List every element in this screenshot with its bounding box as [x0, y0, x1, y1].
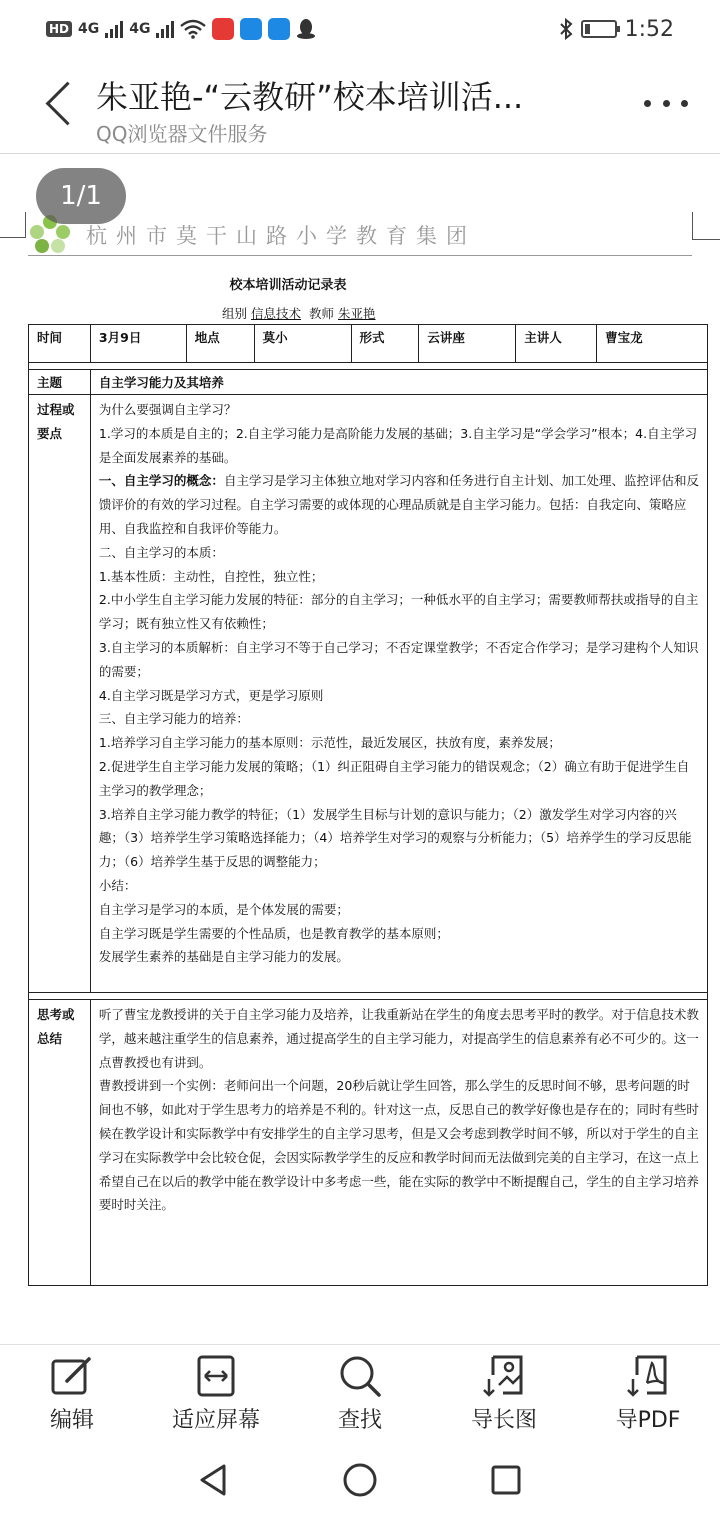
search-label: 查找	[337, 1408, 382, 1433]
letterhead	[28, 214, 692, 256]
process-paragraph: 三、自主学习能力的培养：	[98, 711, 249, 727]
summary-content	[90, 1000, 707, 1286]
fit-screen-label: 适应屏幕	[171, 1408, 260, 1433]
process-paragraph: 小结：	[98, 877, 137, 893]
status-bar	[0, 0, 720, 58]
school-name: 杭州市莫干山路小学教育集团	[86, 223, 476, 248]
table-spacer-cell	[29, 993, 708, 1000]
summary-label: 思考或总结	[29, 1000, 91, 1286]
hd-badge: HD	[46, 21, 72, 37]
fit-screen-button[interactable]	[144, 1345, 288, 1440]
process-paragraph: 为什么要强调自主学习？	[98, 402, 237, 417]
edit-icon	[49, 1353, 95, 1399]
process-paragraph: 发展学生素养的基础是自主学习能力的发展。	[98, 949, 349, 965]
table-spacer	[29, 993, 708, 1000]
page-subtitle: QQ浏览器文件服务	[96, 122, 268, 146]
export-pdf-label: 导PDF	[615, 1408, 681, 1433]
process-paragraph: 1.学习的本质是自主的；2.自主学习能力是高阶能力发展的基础；3.自主学习是“学会学习”根本；4.自主学习是全面发展素养的基础。	[98, 425, 698, 465]
process-paragraph: 1.基本性质：主动性，自控性，独立性；	[98, 568, 324, 584]
document-title: 校本培训活动记录表	[229, 278, 347, 293]
teacher-label: 教师	[309, 306, 335, 321]
process-paragraph: 3.自主学习的本质解析：自主学习不等于自己学习；不否定课堂教学；不否定合作学习；是学习建构个人知识的需要；	[98, 639, 699, 679]
place-value: 莫小	[254, 325, 351, 363]
app-notification-icon-2	[240, 18, 262, 40]
cell-signal-2-icon	[156, 20, 174, 38]
nav-recents-button[interactable]	[488, 1462, 524, 1498]
page-indicator: 1/1	[36, 168, 126, 224]
summary-paragraph: 曹教授讲到一个实例：老师问出一个问题，20秒后就让学生回答，那么学生的反思时间不够，思考问题的时间也不够，如此对于学生思考力的培养是不利的。针对这一点，反思自己的教学好像也是存在的；同时有些时候在教学设计和实际教学中有安排学生的自主学习思考，但是又会考虑到教学时间不够，所以对于学生的自主学习在实际教学中会比较仓促，会因实际教学学生的反应和教学时间而无法做到完美的自主学习，在这一点上希望自己在以后的教学中能在教学设计中多考虑一些，能在实际的教学中不断提醒自己，学生的自主学习培养要时时关注。	[98, 1078, 699, 1213]
process-content	[90, 395, 707, 993]
group-value: 信息技术	[251, 306, 302, 321]
time-value: 3月9日	[90, 325, 186, 363]
format-value: 云讲座	[419, 325, 516, 363]
summary-paragraph: 听了曹宝龙教授讲的关于自主学习能力及培养，让我重新站在学生的角度去思考平时的教学。对于信息技术教学，越来越注重学生的信息素养，通过提高学生的自主学习能力，对提高学生的信息素养有必不可少的。这一点曹教授也有讲到。	[98, 1007, 699, 1070]
status-bar-right	[559, 17, 674, 42]
nav-home-button[interactable]	[342, 1462, 378, 1498]
cell-signal-2-label: 4G	[129, 21, 151, 37]
status-bar-left	[46, 18, 316, 40]
place-label: 地点	[186, 325, 254, 363]
app-header	[0, 58, 720, 154]
time-label: 时间	[29, 325, 91, 363]
table-row	[29, 370, 708, 395]
back-button[interactable]	[34, 74, 84, 134]
process-paragraph: 2.促进学生自主学习能力发展的策略；（1）纠正阻碍自主学习能力的错误观念；（2）确立有助于促进学生自主学习的教学理念；	[98, 758, 690, 798]
process-label: 过程或要点	[29, 395, 91, 993]
clock: 1:52	[624, 16, 674, 42]
system-navigation-bar	[0, 1440, 720, 1520]
process-paragraph: 3.培养自主学习能力教学的特征；（1）发展学生目标与计划的意识与能力；（2）激发学生对学习内容的兴趣；（3）培养学生学习策略选择能力；（4）培养学生对学习的观察与分析能力；（5）培养学生的学习反思能力；（6）培养学生基于反思的调整能力；	[98, 806, 692, 870]
process-paragraph-heading: 一、自主学习的概念：	[98, 473, 224, 489]
export-long-image-button[interactable]	[432, 1345, 576, 1440]
format-label: 形式	[351, 325, 419, 363]
search-button[interactable]	[288, 1345, 432, 1440]
table-spacer-cell	[29, 363, 708, 370]
export-pdf-button[interactable]	[576, 1345, 720, 1440]
table-row	[29, 325, 708, 363]
export-image-icon	[481, 1353, 527, 1399]
process-paragraph: 二、自主学习的本质：	[98, 544, 224, 560]
table-spacer	[29, 363, 708, 370]
more-dot-icon	[644, 100, 651, 107]
app-notification-icon-3	[268, 18, 290, 40]
search-icon	[337, 1353, 383, 1399]
theme-value: 自主学习能力及其培养	[90, 370, 707, 395]
cell-signal-1-icon	[105, 20, 123, 38]
app-notification-icon-1	[212, 18, 234, 40]
theme-label: 主题	[29, 370, 91, 395]
battery-icon	[581, 20, 617, 38]
export-pdf-icon	[625, 1353, 671, 1399]
record-table	[28, 324, 708, 1286]
table-row	[29, 395, 708, 993]
group-teacher-line	[222, 304, 380, 322]
process-paragraph: 一、自主学习的概念：自主学习是学习主体独立地对学习内容和任务进行自主计划、加工处理、监控评估和反馈评价的有效的学习过程。自主学习需要的或体现的心理品质就是自主学习能力。包括：自我定向、策略应用、自我监控和自我评价等能力。	[98, 473, 699, 536]
group-label: 组别	[222, 306, 248, 321]
wifi-icon	[180, 19, 206, 39]
cell-signal-1-label: 4G	[78, 21, 100, 37]
battery-level	[585, 24, 591, 34]
crop-mark-right	[692, 212, 720, 240]
speaker-label: 主讲人	[516, 325, 597, 363]
process-paragraph: 1.培养学习自主学习能力的基本原则：示范性，最近发展区，扶放有度，素养发展；	[98, 735, 561, 751]
more-dot-icon	[681, 100, 688, 107]
bottom-toolbar	[0, 1344, 720, 1440]
export-long-image-label: 导长图	[470, 1408, 537, 1433]
process-paragraph: 4.自主学习既是学习方式，更是学习原则	[98, 687, 324, 703]
page-title: 朱亚艳-“云教研”校本培训活...	[96, 78, 524, 116]
edit-label: 编辑	[49, 1408, 94, 1433]
fit-screen-icon	[193, 1353, 239, 1399]
document-viewer[interactable]	[0, 154, 720, 1344]
edit-button[interactable]	[0, 1345, 144, 1440]
nav-back-button[interactable]	[196, 1462, 232, 1498]
more-options-button[interactable]	[644, 88, 688, 118]
qq-icon	[296, 18, 316, 40]
table-row	[29, 1000, 708, 1286]
bluetooth-icon	[559, 18, 573, 40]
teacher-value: 朱亚艳	[338, 306, 376, 321]
crop-mark-left	[0, 212, 26, 238]
more-dot-icon	[663, 100, 670, 107]
speaker-value: 曹宝龙	[597, 325, 708, 363]
process-paragraph: 自主学习既是学生需要的个性品质，也是教育教学的基本原则；	[98, 925, 449, 941]
process-paragraph: 自主学习是学习的本质，是个体发展的需要；	[98, 901, 349, 917]
process-paragraph: 2.中小学生自主学习能力发展的特征：部分的自主学习；一种低水平的自主学习；需要教师帮扶或指导的自主学习；既有独立性又有依赖性；	[98, 592, 699, 632]
